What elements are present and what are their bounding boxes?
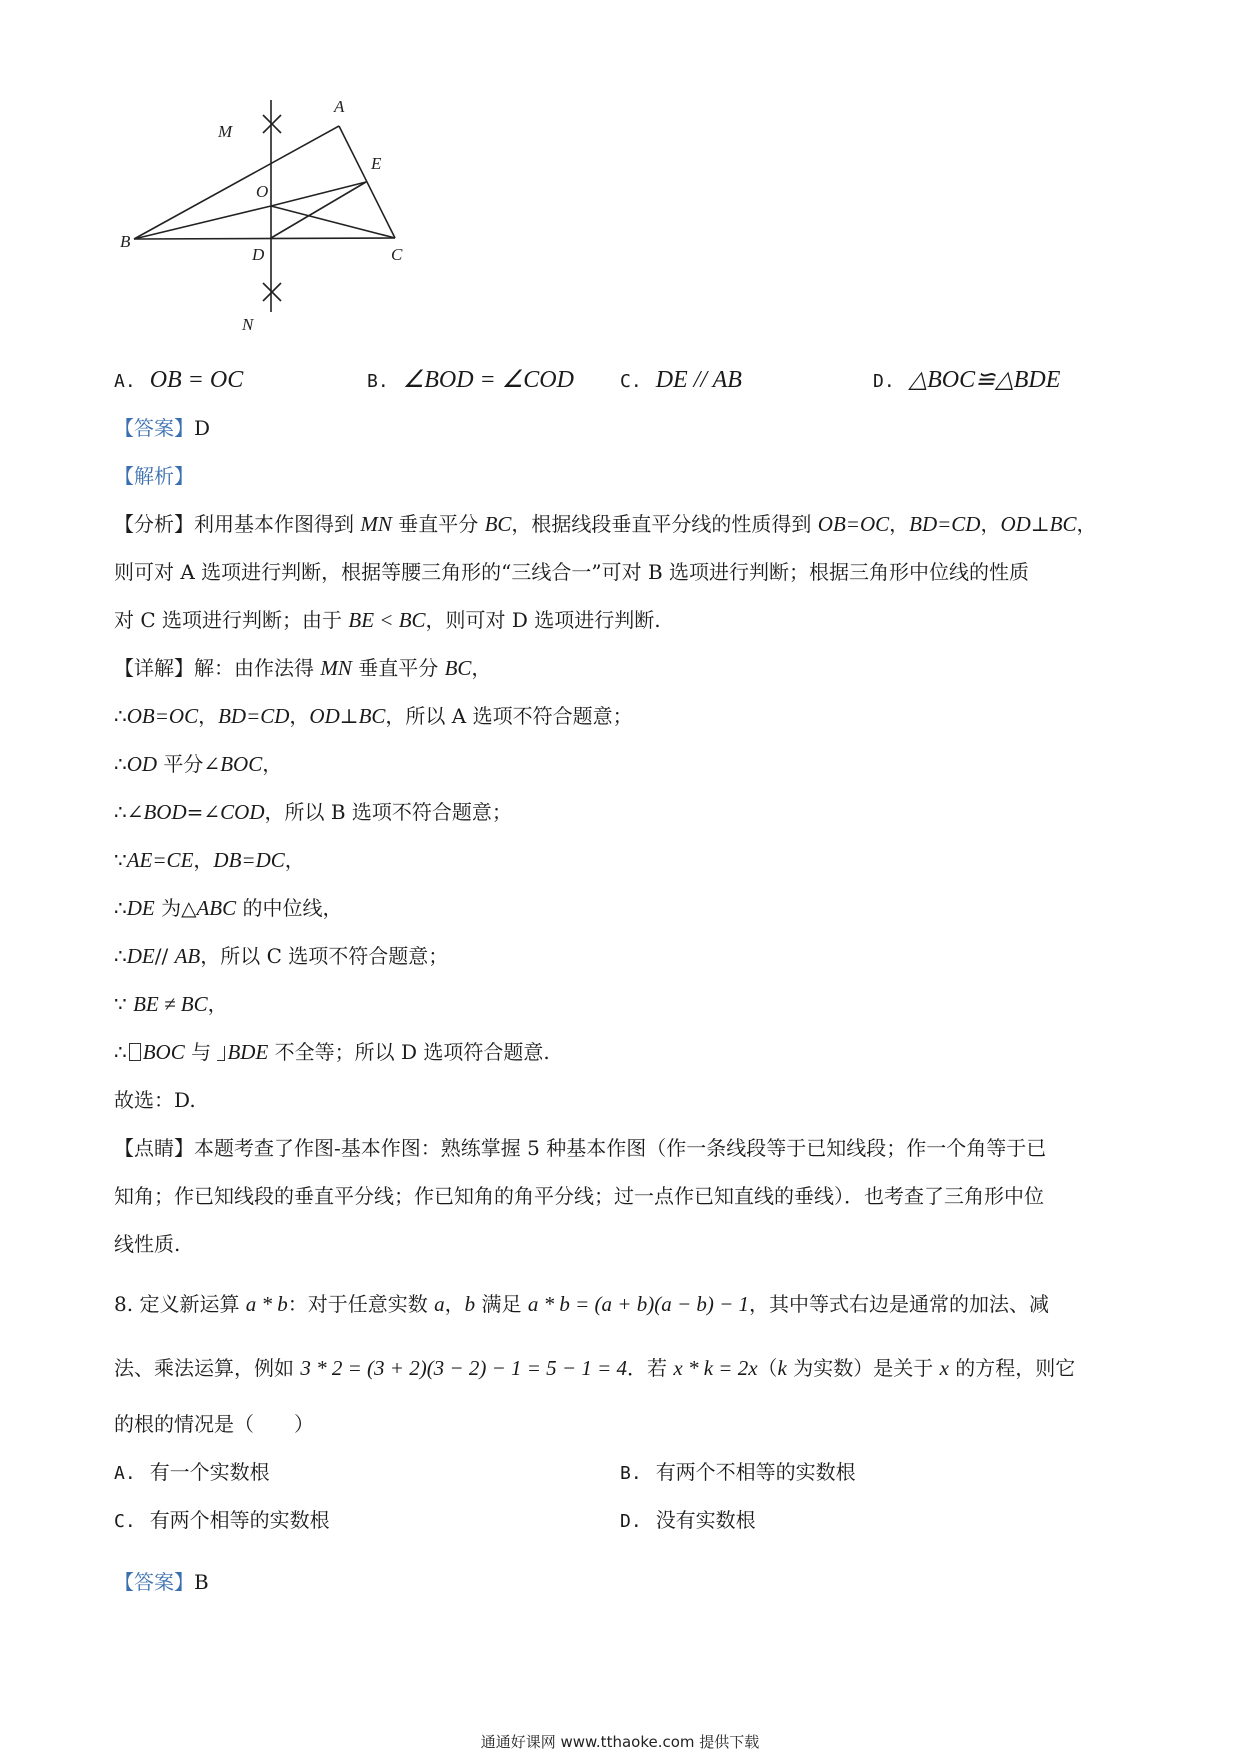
q7-option-b (367, 366, 574, 396)
xiangjie-line-10 (114, 1086, 196, 1114)
xiangjie-line-8 (114, 990, 228, 1018)
text: ∴ (114, 704, 127, 728)
option-key: D. (620, 1511, 642, 1532)
math: BD=CD (218, 704, 290, 728)
text: 法、乘法运算，例如 (114, 1356, 301, 1380)
text: ∴∠ (114, 800, 144, 824)
segment-ac (339, 126, 395, 238)
math: BE ≠ BC (133, 992, 208, 1016)
math: BC (1049, 512, 1077, 536)
text: ，所以 C 选项不符合题意； (200, 944, 449, 968)
text: ∵ (114, 848, 127, 872)
q8-option-a (114, 1458, 270, 1488)
option-key: A. (114, 371, 136, 392)
fenxi-line-1 (114, 510, 1096, 538)
xiangjie-line-6 (114, 894, 343, 922)
math: a (434, 1292, 445, 1316)
option-value: △BOC≌△BDE (908, 367, 1061, 393)
page-footer: 通通好课网 www.tthaoke.com 提供下载 (480, 1733, 760, 1751)
xiangjie-line-5 (114, 846, 305, 874)
segment-ab (134, 126, 339, 239)
text: ，所以 B 选项不符合题意； (264, 800, 512, 824)
math: b (464, 1292, 476, 1316)
answer-label: 【答案】 (114, 416, 194, 440)
text: ， (198, 704, 219, 728)
text: ∵ (114, 992, 134, 1016)
text: ， (889, 512, 910, 536)
math: DE (126, 944, 155, 968)
label-m: M (218, 122, 233, 141)
math: DE (126, 896, 155, 920)
answer-value: B (194, 1570, 209, 1594)
text: // (154, 944, 175, 968)
math: BOD (143, 800, 187, 824)
dianjing-label: 【点睛】 (114, 1136, 194, 1160)
text: ，所以 A 选项不符合题意； (385, 704, 633, 728)
math: OB=OC (126, 704, 199, 728)
option-key: D. (873, 371, 895, 392)
xiangjie-label: 【详解】 (114, 656, 194, 680)
text: ， (262, 752, 283, 776)
q7-option-c (620, 366, 742, 396)
math: DB=DC (213, 848, 285, 872)
text: ， (444, 1292, 465, 1316)
text: =∠ (186, 800, 221, 824)
math: k (777, 1356, 787, 1380)
dianjing-line-3 (114, 1230, 180, 1258)
math: BC (358, 704, 386, 728)
text: ， (289, 704, 310, 728)
text: 则可对 A 选项进行判断，根据等腰三角形的“三线合一”可对 B 选项进行判断；根据三角形中位线的性质 (114, 560, 1030, 584)
segment-oc (271, 206, 395, 238)
segment-bo (134, 206, 271, 239)
geometry-figure (120, 90, 420, 350)
text: 8. 定义新运算 (114, 1292, 246, 1316)
q7-option-a (114, 366, 243, 396)
dianjing-line-1 (114, 1134, 1046, 1162)
text: ， (471, 656, 492, 680)
text: 解：由作法得 (194, 656, 321, 680)
label-n: N (242, 315, 254, 334)
label-e: E (371, 154, 382, 173)
corner-glyph-icon (217, 1046, 225, 1061)
text: 不全等；所以 D 选项符合题意. (268, 1040, 550, 1064)
text: 的中位线， (236, 896, 343, 920)
math: OD (126, 752, 158, 776)
q7-answer (114, 414, 210, 442)
text: ，根据线段垂直平分线的性质得到 (511, 512, 818, 536)
math: ABC (196, 896, 237, 920)
text: ∴ (114, 944, 127, 968)
math: AB (174, 944, 201, 968)
text: ，则可对 D 选项进行判断. (425, 608, 661, 632)
math: BOC (142, 1040, 185, 1064)
q8-option-d (620, 1506, 756, 1536)
math: 3 * 2 = (3 + 2)(3 − 2) − 1 = 5 − 1 = 4 (300, 1356, 628, 1380)
math: MN (360, 512, 392, 536)
label-a: A (334, 97, 345, 116)
text: ．若 (627, 1356, 674, 1380)
q7-jiexi-label (114, 462, 194, 490)
segment-oe (271, 182, 366, 206)
text: ， (193, 848, 214, 872)
math: BC (484, 512, 512, 536)
option-value: ∠BOD = ∠COD (402, 367, 574, 393)
label-o: O (256, 182, 269, 201)
option-key: C. (114, 1511, 136, 1532)
text: ， (1076, 512, 1097, 536)
text: ， (284, 848, 305, 872)
text: ∴ (114, 896, 127, 920)
option-value: 有两个相等的实数根 (149, 1508, 330, 1532)
math: OD (1000, 512, 1031, 536)
math: OB=OC (817, 512, 890, 536)
segment-bc (134, 238, 395, 239)
text: 垂直平分 (351, 656, 445, 680)
fenxi-line-3 (114, 606, 661, 634)
option-value: 没有实数根 (655, 1508, 756, 1532)
math: BD=CD (909, 512, 981, 536)
text: 线性质. (114, 1232, 181, 1256)
option-key: B. (620, 1463, 642, 1484)
fenxi-line-2 (114, 558, 1029, 586)
answer-label: 【答案】 (114, 1570, 194, 1594)
math: MN (320, 656, 352, 680)
q8-option-c (114, 1506, 330, 1536)
fenxi-label: 【分析】 (114, 512, 194, 536)
option-value: 有两个不相等的实数根 (655, 1460, 856, 1484)
text: 的根的情况是（ ） (114, 1412, 314, 1436)
text: ⊥ (339, 704, 359, 728)
text: 故选：D. (114, 1088, 196, 1112)
label-d: D (252, 245, 265, 264)
dianjing-line-2 (114, 1182, 1044, 1210)
option-key: B. (367, 371, 389, 392)
text: ∴ (114, 752, 127, 776)
text: 满足 (475, 1292, 528, 1316)
label-c: C (391, 245, 403, 264)
math: x (939, 1356, 949, 1380)
math: x * k = 2x (673, 1356, 758, 1380)
text: 知角；作已知线段的垂直平分线；作已知角的角平分线；过一点作已知直线的垂线）．也考查了三角形中位 (114, 1184, 1044, 1208)
text: 垂直平分 (391, 512, 485, 536)
text: 平分∠ (157, 752, 221, 776)
math: COD (220, 800, 265, 824)
text: ⊥ (1030, 512, 1050, 536)
q8-line-2 (114, 1354, 1075, 1382)
missing-glyph-box-icon (129, 1043, 141, 1061)
text: ：对于任意实数 (287, 1292, 435, 1316)
q8-line-3 (114, 1410, 314, 1438)
option-value: OB = OC (149, 367, 244, 393)
option-key: C. (620, 371, 642, 392)
text: ， (980, 512, 1001, 536)
text: （ (757, 1356, 778, 1380)
math: a * b (245, 1292, 288, 1316)
option-key: A. (114, 1463, 136, 1484)
xiangjie-line-2 (114, 702, 633, 730)
xiangjie-line-3 (114, 750, 282, 778)
text: 本题考查了作图-基本作图：熟练掌握 5 种基本作图（作一条线段等于已知线段；作一个角等于已 (194, 1136, 1047, 1160)
answer-value: D (194, 416, 211, 440)
xiangjie-line-9 (114, 1038, 550, 1066)
label-b: B (120, 232, 131, 251)
jiexi-label: 【解析】 (114, 464, 194, 488)
math: OD (309, 704, 340, 728)
q8-option-b (620, 1458, 856, 1488)
text: 与 (184, 1040, 218, 1064)
math: AE=CE (126, 848, 194, 872)
math: a * b = (a + b)(a − b) − 1 (527, 1292, 750, 1316)
text: 利用基本作图得到 (194, 512, 361, 536)
text: ， (207, 992, 228, 1016)
text: 对 C 选项进行判断；由于 (114, 608, 349, 632)
option-value: 有一个实数根 (149, 1460, 270, 1484)
math: BDE (227, 1040, 269, 1064)
option-value: DE // AB (655, 367, 742, 393)
xiangjie-line-1 (114, 654, 491, 682)
math: BC (444, 656, 472, 680)
xiangjie-line-7 (114, 942, 448, 970)
math: BE < BC (348, 608, 426, 632)
text: 为实数）是关于 (786, 1356, 940, 1380)
text: ，其中等式右边是通常的加法、减 (749, 1292, 1050, 1316)
math: BOC (220, 752, 263, 776)
q8-line-1 (114, 1290, 1049, 1318)
q7-option-d (873, 366, 1060, 396)
text: 的方程，则它 (948, 1356, 1076, 1380)
text: ∴ (114, 1040, 127, 1064)
q8-answer (114, 1568, 209, 1596)
text: 为△ (154, 896, 197, 920)
xiangjie-line-4 (114, 798, 512, 826)
